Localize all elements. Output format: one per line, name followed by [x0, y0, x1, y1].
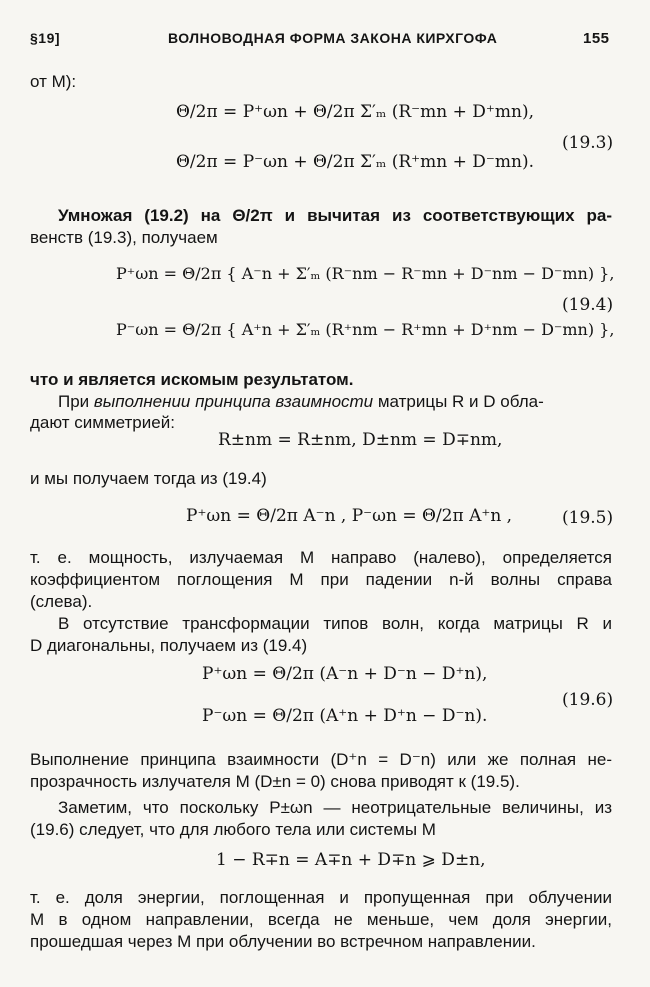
text-line-02: Умножая (19.2) на Θ/2π и вычитая из соответствующих ра-	[58, 206, 612, 225]
text-line-17: т. е. доля энергии, поглощенная и пропущенная при облучении	[30, 888, 612, 907]
equation-19-3-line-2: Θ/2π = P⁻ωn + Θ/2π Σ′ₘ (R⁺mn + D⁻mn).	[176, 152, 534, 172]
text-line-07: и мы получаем тогда из (19.4)	[30, 469, 267, 488]
running-title: ВОЛНОВОДНАЯ ФОРМА ЗАКОНА КИРХГОФА	[168, 30, 498, 46]
equation-label-19-5: (19.5)	[562, 508, 614, 528]
equation-19-4-line-1: P⁺ωn = Θ/2π { A⁻n + Σ′ₘ (R⁻nm − R⁻mn + D⁻nm − D⁻mn) },	[116, 264, 615, 283]
equation-19-6-line-2: P⁻ωn = Θ/2π (A⁺n + D⁺n − D⁻n).	[202, 706, 488, 726]
text-line-04: что и является искомым результатом.	[30, 370, 354, 389]
text-line-14: прозрачность излучателя M (D±n = 0) снова приводят к (19.5).	[30, 772, 520, 791]
text-line-15: Заметим, что поскольку P±ωn — неотрицательные величины, из	[58, 798, 612, 817]
text-line-06: дают симметрией:	[30, 413, 175, 432]
page-number: 155	[583, 30, 610, 47]
equation-19-5: P⁺ωn = Θ/2π A⁻n , P⁻ωn = Θ/2π A⁺n ,	[186, 506, 513, 526]
equation-19-6-line-1: P⁺ωn = Θ/2π (A⁻n + D⁻n − D⁺n),	[202, 664, 488, 684]
text-line-10: (слева).	[30, 592, 93, 611]
text-line-16: (19.6) следует, что для любого тела или системы M	[30, 820, 436, 839]
text-line-11: В отсутствие трансформации типов волн, когда матрицы R и	[58, 614, 612, 633]
equation-label-19-6: (19.6)	[562, 690, 614, 710]
equation-inequality: 1 − R∓n = A∓n + D∓n ⩾ D±n,	[216, 850, 486, 870]
text-line-19: прошедшая через M при облучении во встречном направлении.	[30, 932, 536, 951]
text-line-05-end: матрицы R и D обла-	[373, 392, 544, 411]
text-line-09: коэффициентом поглощения M при падении n-й волны справа	[30, 570, 612, 589]
equation-label-19-3: (19.3)	[562, 133, 614, 153]
text-line-13: Выполнение принципа взаимности (D⁺n = D⁻n) или же полная не-	[30, 750, 612, 769]
section-marker: §19]	[30, 30, 61, 46]
text-line-18: M в одном направлении, всегда не меньше, чем доля энергии,	[30, 910, 612, 929]
text-line-05-start: При	[58, 392, 94, 411]
equation-label-19-4: (19.4)	[562, 295, 614, 315]
equation-19-4-line-2: P⁻ωn = Θ/2π { A⁺n + Σ′ₘ (R⁺nm − R⁺mn + D⁺nm − D⁻mn) },	[116, 320, 615, 339]
equation-symmetry: R±nm = R±nm, D±nm = D∓nm,	[218, 430, 503, 450]
text-line-01: от M):	[30, 72, 77, 91]
text-line-03: венств (19.3), получаем	[30, 228, 218, 247]
text-line-05	[58, 392, 544, 412]
text-line-08: т. е. мощность, излучаемая M направо (налево), определяется	[30, 548, 612, 567]
equation-19-3-line-1: Θ/2π = P⁺ωn + Θ/2π Σ′ₘ (R⁻mn + D⁺mn),	[176, 102, 534, 122]
reciprocity-term: выполнении принципа взаимности	[93, 392, 374, 411]
text-line-12: D диагональны, получаем из (19.4)	[30, 636, 308, 655]
